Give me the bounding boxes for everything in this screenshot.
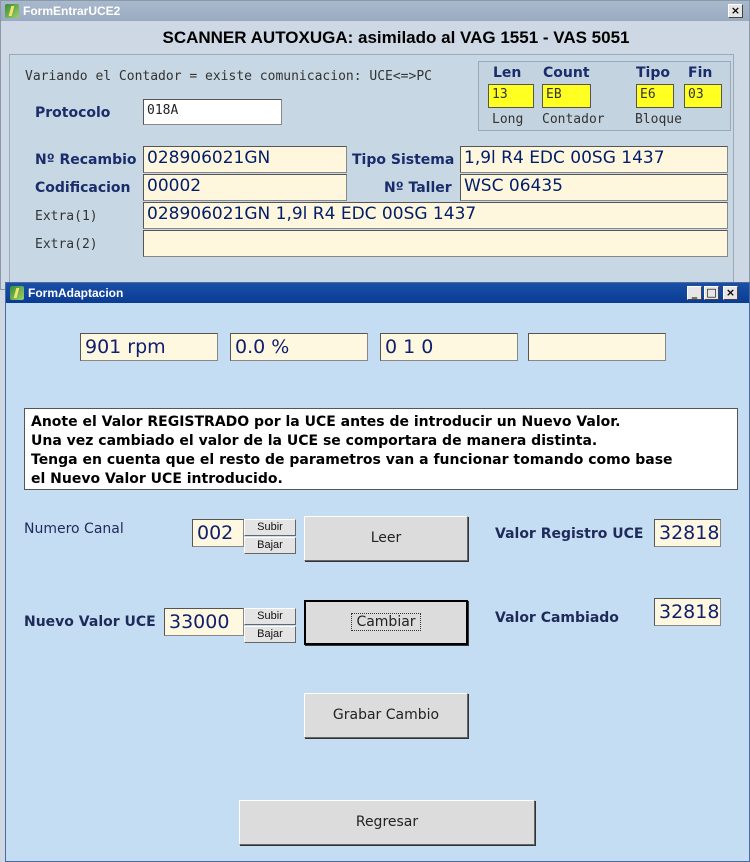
notice-line: Una vez cambiado el valor de la UCE se comportara de manera distinta. — [31, 433, 598, 449]
canal-label: Numero Canal — [24, 521, 124, 537]
minimize-icon[interactable]: _ — [687, 286, 702, 300]
titlebar-form-entrar[interactable] — [1, 1, 749, 21]
canal-subir-button[interactable]: Subir — [244, 519, 296, 536]
readout-empty — [528, 333, 666, 361]
count-label: Count — [543, 65, 590, 81]
count-field: EB — [542, 84, 591, 108]
protocolo-field[interactable]: 018A — [143, 99, 282, 125]
grabar-cambio-button[interactable]: Grabar Cambio — [304, 693, 468, 738]
taller-field[interactable]: WSC 06435 — [460, 174, 728, 201]
recambio-field[interactable]: 028906021GN — [143, 146, 347, 173]
canal-field[interactable]: 002 — [192, 519, 244, 547]
tipo-sistema-field[interactable]: 1,9l R4 EDC 00SG 1437 — [460, 146, 728, 173]
leer-button[interactable]: Leer — [304, 516, 468, 561]
readout-bits: 0 1 0 — [380, 333, 518, 361]
readout-percent: 0.0 % — [230, 333, 368, 361]
tipo-sistema-label: Tipo Sistema — [352, 152, 455, 168]
len-field: 13 — [488, 84, 534, 108]
contador-label: Contador — [542, 112, 605, 127]
maximize-icon[interactable]: □ — [704, 286, 719, 300]
cambiar-button-label: Cambiar — [351, 613, 420, 631]
extra1-field[interactable]: 028906021GN 1,9l R4 EDC 00SG 1437 — [143, 202, 728, 229]
codificacion-label: Codificacion — [35, 180, 131, 196]
codificacion-field[interactable]: 00002 — [143, 174, 347, 201]
window-form-adaptacion — [5, 282, 750, 862]
notice-box — [24, 408, 738, 490]
cambiar-button[interactable] — [304, 600, 468, 645]
nuevo-label: Nuevo Valor UCE — [24, 614, 156, 630]
tipo-field: E6 — [636, 84, 674, 108]
fin-field: 03 — [684, 84, 722, 108]
notice-line: Anote el Valor REGISTRADO por la UCE antes de introducir un Nuevo Valor. — [31, 414, 621, 430]
registro-label: Valor Registro UCE — [495, 526, 644, 542]
extra2-field[interactable] — [143, 230, 728, 257]
nuevo-field[interactable]: 33000 — [164, 608, 244, 636]
window-form-entrar — [0, 0, 750, 290]
fin-label: Fin — [688, 65, 713, 81]
len-label: Len — [493, 65, 522, 81]
window-title: FormAdaptacion — [28, 286, 124, 300]
taller-label: Nº Taller — [384, 180, 452, 196]
app-icon — [5, 4, 19, 18]
status-text: Variando el Contador = existe comunicacion: UCE<=>PC — [25, 69, 432, 84]
registro-field: 32818 — [654, 519, 721, 547]
nuevo-bajar-button[interactable]: Bajar — [244, 626, 296, 643]
bloque-label: Bloque — [635, 112, 682, 127]
app-icon — [10, 286, 24, 300]
long-label: Long — [492, 112, 524, 127]
notice-line: el Nuevo Valor UCE introducido. — [31, 471, 283, 487]
close-icon[interactable]: × — [723, 286, 738, 300]
notice-line: Tenga en cuenta que el resto de parametros van a funcionar tomando como base — [31, 452, 673, 468]
tipo-label: Tipo — [636, 65, 670, 81]
close-icon[interactable]: × — [728, 4, 743, 18]
recambio-label: Nº Recambio — [35, 152, 137, 168]
cambiado-label: Valor Cambiado — [495, 610, 619, 626]
protocolo-label: Protocolo — [35, 105, 111, 121]
canal-bajar-button[interactable]: Bajar — [244, 537, 296, 554]
titlebar-form-adaptacion[interactable] — [6, 283, 749, 303]
window-title: FormEntrarUCE2 — [23, 4, 121, 18]
heading: SCANNER AUTOXUGA: asimilado al VAG 1551 - VAS 5051 — [162, 28, 630, 47]
nuevo-subir-button[interactable]: Subir — [244, 608, 296, 625]
regresar-button[interactable]: Regresar — [239, 800, 535, 845]
cambiado-field: 32818 — [654, 598, 721, 626]
readout-rpm: 901 rpm — [80, 333, 218, 361]
extra2-label: Extra(2) — [35, 237, 98, 252]
extra1-label: Extra(1) — [35, 209, 98, 224]
